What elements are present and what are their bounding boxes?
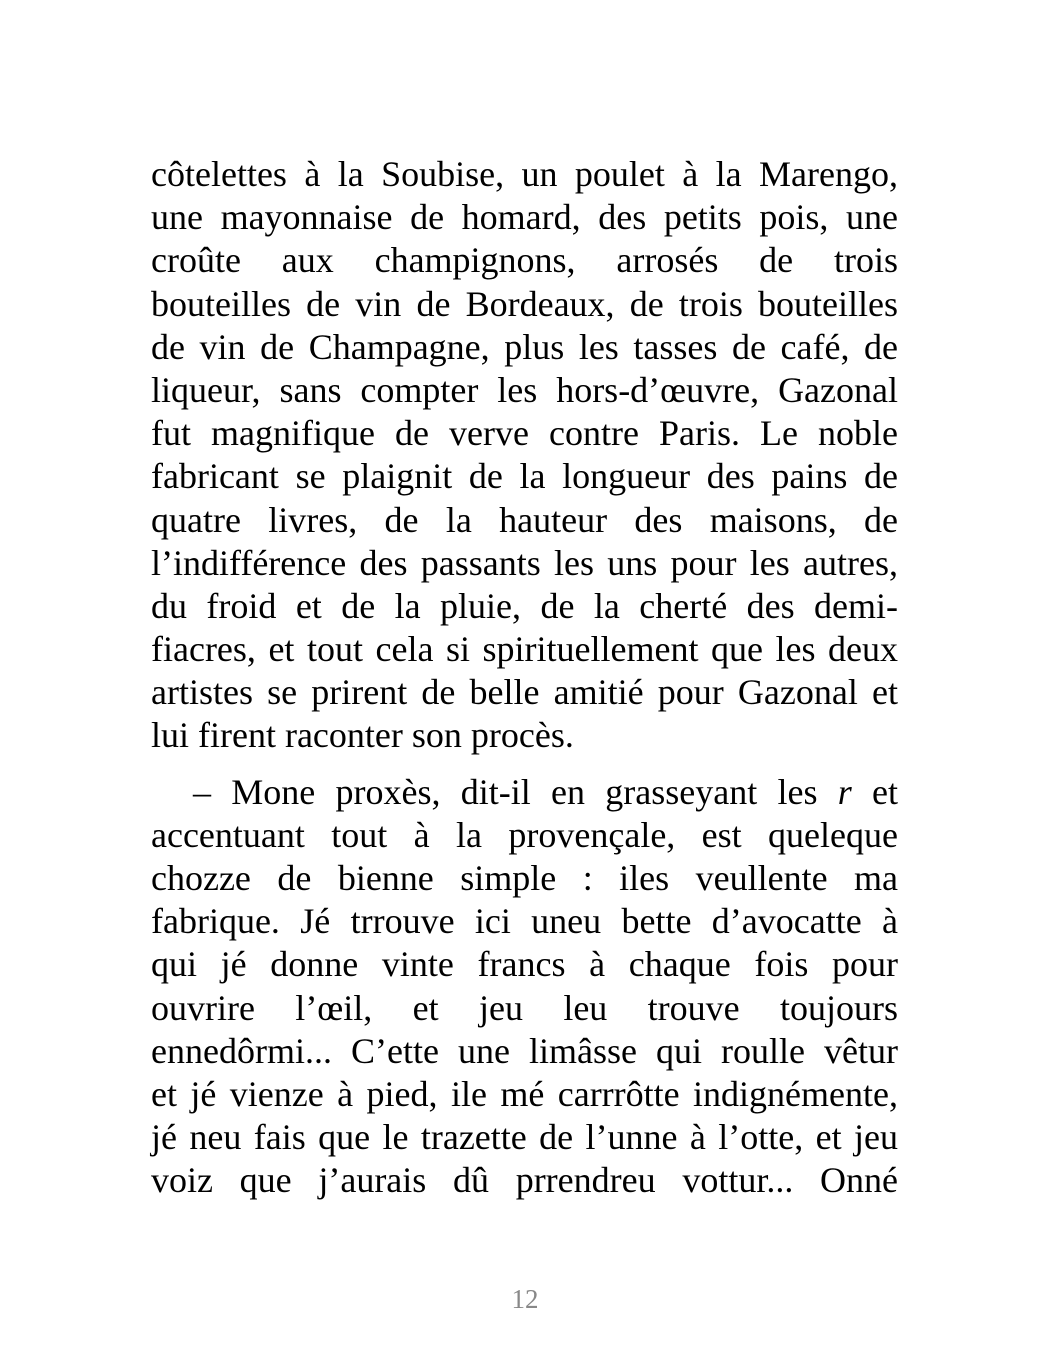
text-line: une mayonnaise de homard, des petits pois, une [151,197,898,238]
text-line: croûte aux champignons, arrosés de trois [151,240,898,281]
text-line: côtelettes à la Soubise, un poulet à la Marengo, [151,154,898,194]
page-body [151,153,898,1203]
text-line: et jé vienze à pied, ile mé carrrôtte indignémente, [151,1073,898,1114]
text-line: ennedôrmi... C’ette une limâsse qui roulle vêtur [151,1030,898,1071]
text-line: chozze de bienne simple : iles veullente ma [151,858,898,898]
text-line: accentuant tout à la provençale, est queleque [151,814,898,855]
text-line: bouteilles de vin de Bordeaux, de trois bouteilles [151,283,898,324]
text-line: qui jé donne vinte francs à chaque fois pour [151,944,898,985]
page-number: 12 [511,1284,539,1314]
text-line: liqueur, sans compter les hors-d’œuvre, Gazonal [151,369,898,410]
dialogue-opening-end: et [851,771,898,812]
text-line: fabricant se plaignit de la longueur des pains de [151,456,898,497]
text-line: quatre livres, de la hauteur des maisons, de [151,499,898,540]
text-line: artistes se prirent de belle amitié pour Gazonal et [151,672,898,713]
text-line: de vin de Champagne, plus les tasses de café, de [151,326,898,367]
text-line: ouvrire l’œil, et jeu leu trouve toujours [151,987,898,1028]
paragraph-2 [151,771,898,1203]
dialogue-opening: – Mone proxès, dit-il en grasseyant les [193,771,838,812]
text-line: fiacres, et tout cela si spirituellement que les deux [151,629,898,670]
text-line: voiz que j’aurais dû prrendreu vottur... Onné [151,1160,898,1201]
text-line: l’indifférence des passants les uns pour les autres, [151,542,898,583]
paragraph-spacer [151,758,898,771]
text-line: fut magnifique de verve contre Paris. Le noble [151,413,898,454]
text-line: jé neu fais que le trazette de l’unne à l’otte, et jeu [151,1117,898,1158]
text-line-first [151,771,898,814]
text-line: lui firent raconter son procès. [151,715,574,756]
text-line: du froid et de la pluie, de la cherté des demi- [151,585,898,626]
italic-letter: r [837,771,852,812]
text-line: fabrique. Jé trrouve ici uneu bette d’avocatte à [151,901,898,942]
paragraph-1 [151,153,898,758]
